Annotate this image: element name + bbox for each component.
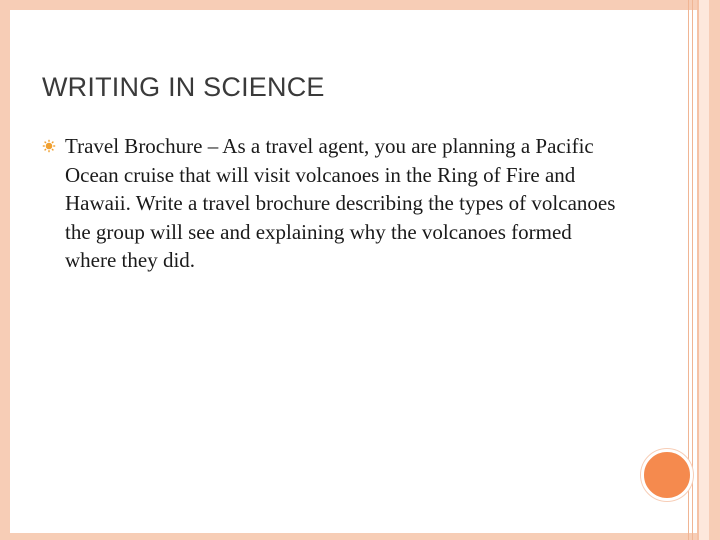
border-bottom (0, 533, 720, 540)
border-left (0, 0, 10, 540)
decorative-line (697, 0, 699, 540)
bullet-item (42, 132, 622, 275)
border-right (709, 0, 720, 540)
decorative-line (692, 0, 693, 540)
accent-circle (641, 449, 693, 501)
sun-bullet-icon (42, 139, 56, 153)
slide-title: WRITING IN SCIENCE (42, 72, 325, 102)
bullet-text: Travel Brochure – As a travel agent, you are planning a Pacific Ocean cruise that will visit volcanoes in the Ring of Fire and Hawaii. Write a travel brochure describing the types of volcanoes the group will see and explaining why the volcanoes formed where they did. (65, 134, 616, 272)
border-top (0, 0, 720, 10)
right-strip (699, 0, 709, 540)
